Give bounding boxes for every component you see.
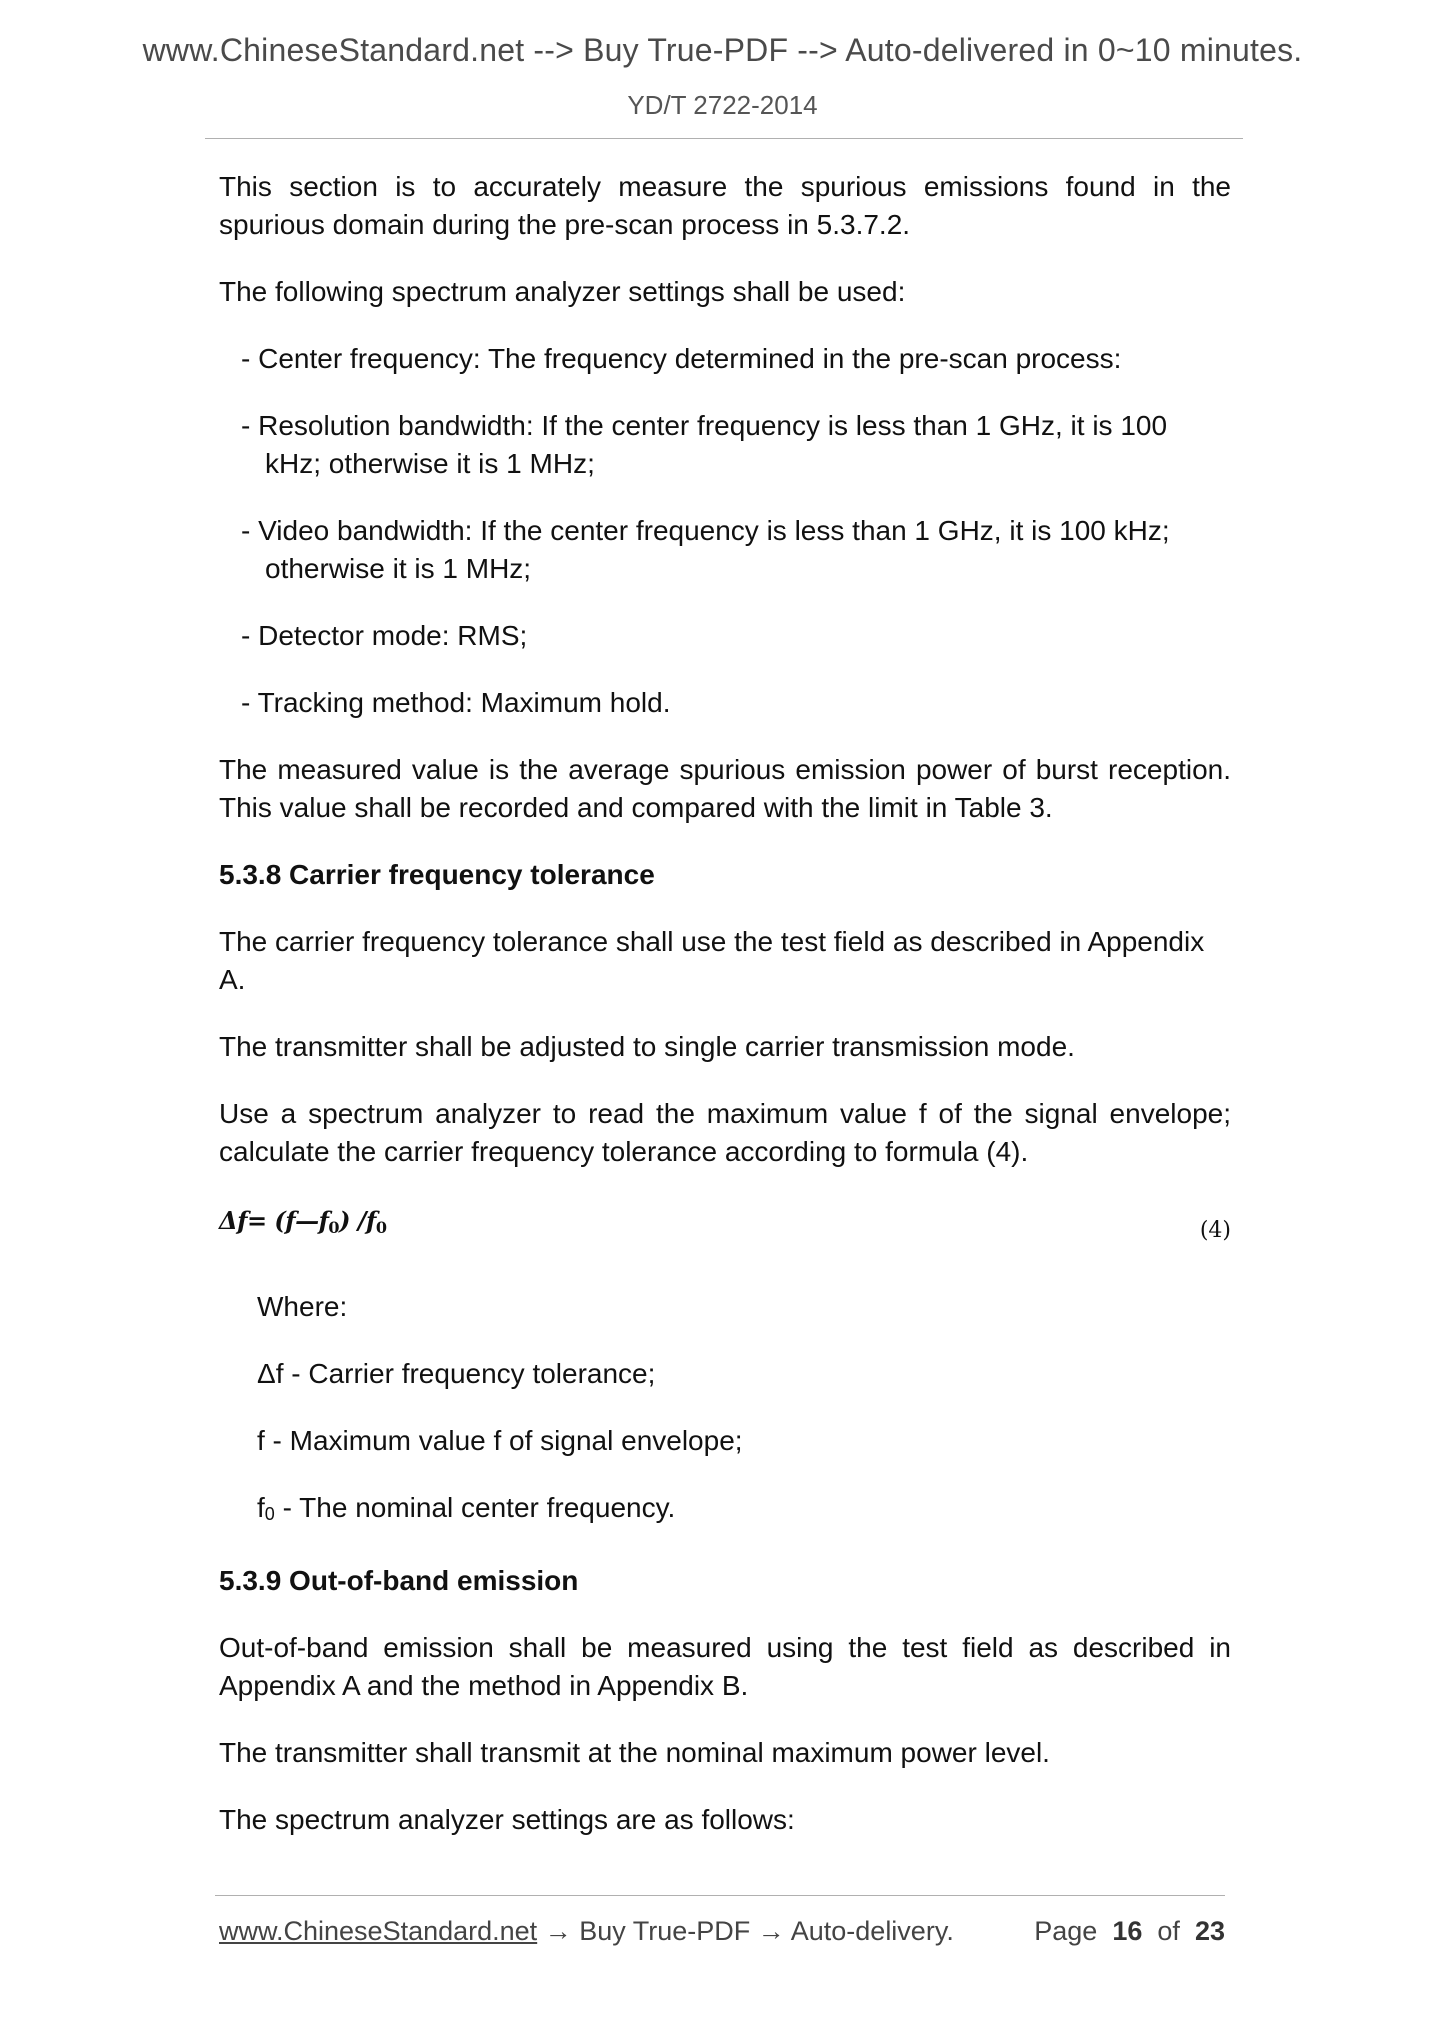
- paragraph-out-of-band: Out-of-band emission shall be measured using the test field as described in Appendix A and the method in Appendix B.: [219, 1632, 1231, 1701]
- bullet-video-bandwidth: [219, 512, 1231, 588]
- header-divider: [205, 138, 1243, 139]
- paragraph-spectrum-analyzer: Use a spectrum analyzer to read the maximum value f of the signal envelope; calculate the carrier frequency tolerance according to formula (4).: [219, 1098, 1231, 1167]
- paragraph-transmit-power: The transmitter shall transmit at the nominal maximum power level.: [219, 1737, 1050, 1768]
- paragraph-intro: This section is to accurately measure the spurious emissions found in the spurious domain during the pre-scan process in 5.3.7.2.: [219, 171, 1231, 240]
- current-page: 16: [1112, 1916, 1143, 1946]
- paragraph-settings-intro: The following spectrum analyzer settings shall be used:: [219, 276, 906, 307]
- formula-lhs: Δf= (f—f: [219, 1206, 329, 1235]
- formula-subscript: 0: [328, 1218, 340, 1237]
- bullet-continuation: otherwise it is 1 MHz;: [265, 553, 532, 584]
- section-heading-5-3-9: 5.3.9 Out-of-band emission: [219, 1565, 579, 1596]
- page-footer: [219, 1916, 1231, 1947]
- footer-divider: [215, 1895, 1225, 1896]
- paragraph-measured-value: The measured value is the average spurious emission power of burst reception. This value shall be recorded and compared with the limit in Table 3.: [219, 754, 1231, 823]
- bullet-center-frequency: [219, 340, 1231, 378]
- definition-f: f - Maximum value f of signal envelope;: [257, 1425, 743, 1456]
- bullet-continuation: kHz; otherwise it is 1 MHz;: [265, 448, 595, 479]
- bullet-text: - Video bandwidth: If the center frequency is less than 1 GHz, it is 100 kHz;: [241, 515, 1170, 546]
- page-number: [1034, 1916, 1225, 1947]
- bullet-text: - Resolution bandwidth: If the center frequency is less than 1 GHz, it is 100: [241, 410, 1168, 441]
- page-label: Page: [1034, 1916, 1098, 1946]
- bullet-tracking-method: [219, 684, 1231, 722]
- where-label: Where:: [257, 1291, 348, 1322]
- definition-f0: [219, 1489, 1231, 1533]
- bullet-resolution-bandwidth: [219, 407, 1231, 483]
- formula-expression: [219, 1202, 387, 1247]
- formula-number: (4): [1199, 1218, 1231, 1243]
- definition-delta-f: Δf - Carrier frequency tolerance;: [257, 1358, 656, 1389]
- total-pages: 23: [1194, 1916, 1225, 1946]
- section-heading-5-3-8: 5.3.8 Carrier frequency tolerance: [219, 859, 655, 890]
- paragraph-single-carrier: The transmitter shall be adjusted to single carrier transmission mode.: [219, 1031, 1075, 1062]
- formula-mid: ) /f: [339, 1206, 376, 1235]
- footer-text: → Buy True-PDF → Auto-delivery.: [537, 1916, 954, 1946]
- formula-4: [219, 1200, 1231, 1260]
- paragraph-test-field: The carrier frequency tolerance shall use the test field as described in Appendix A.: [219, 926, 1205, 995]
- bullet-text: - Detector mode: RMS;: [241, 620, 528, 651]
- of-label: of: [1157, 1916, 1180, 1946]
- definition-text: - The nominal center frequency.: [274, 1492, 676, 1523]
- page-content: [219, 168, 1231, 1868]
- top-banner[interactable]: www.ChineseStandard.net --> Buy True-PDF --> Auto-delivered in 0~10 minutes.: [142, 32, 1303, 68]
- bullet-detector-mode: [219, 617, 1231, 655]
- symbol-f: f: [257, 1492, 265, 1523]
- footer-link[interactable]: www.ChineseStandard.net: [219, 1916, 538, 1946]
- document-id: YD/T 2722-2014: [627, 90, 818, 120]
- paragraph-analyzer-settings: The spectrum analyzer settings are as follows:: [219, 1804, 795, 1835]
- formula-subscript: 0: [375, 1218, 387, 1237]
- bullet-text: - Tracking method: Maximum hold.: [241, 687, 671, 718]
- symbol-subscript: 0: [264, 1504, 275, 1524]
- bullet-text: - Center frequency: The frequency determined in the pre-scan process:: [241, 343, 1122, 374]
